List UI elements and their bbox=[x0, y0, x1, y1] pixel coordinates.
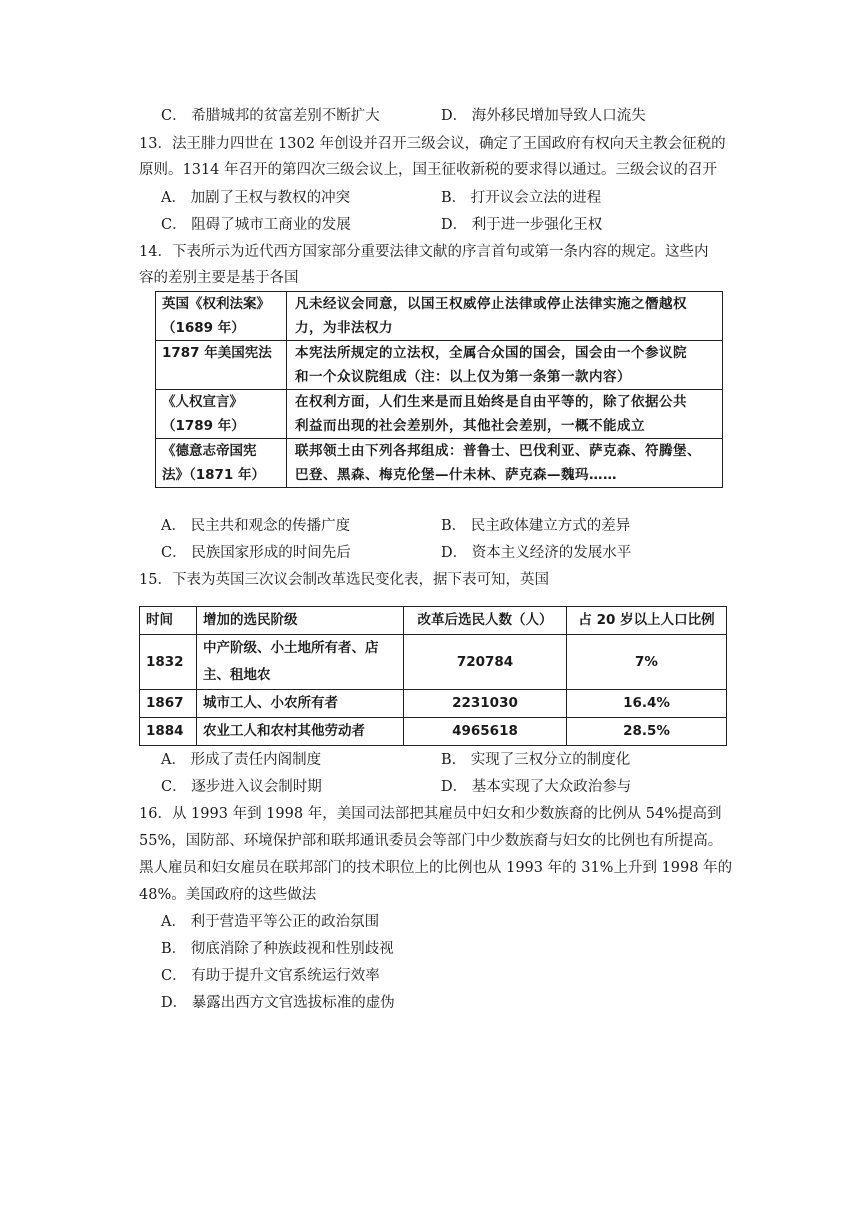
q15-voter-table bbox=[139, 606, 727, 746]
table-cell-document bbox=[156, 439, 287, 488]
table-row bbox=[156, 439, 723, 488]
table-cell-class: 农业工人和农村其他劳动者 bbox=[197, 718, 404, 746]
cell-line: 联邦领土由下列各邦组成：普鲁士、巴伐利亚、萨克森、符腾堡、 bbox=[295, 443, 701, 459]
q14-law-table bbox=[155, 291, 723, 488]
cell-line: 法》（1871 年） bbox=[162, 467, 266, 483]
table-cell-document bbox=[156, 390, 287, 439]
cell-line: （1789 年） bbox=[162, 418, 245, 434]
table-cell-content bbox=[287, 292, 723, 341]
cell-line: 中产阶级、小土地所有者、店 bbox=[203, 640, 379, 656]
q16-option-a: A． 利于营造平等公正的政治氛围 bbox=[161, 914, 380, 930]
table-cell-document bbox=[156, 292, 287, 341]
cell-line: 凡未经议会同意，以国王权威停止法律或停止法律实施之僭越权 bbox=[295, 296, 687, 312]
table-cell-voters: 4965618 bbox=[404, 718, 567, 746]
q12-option-d: D． 海外移民增加导致人口流失 bbox=[441, 108, 646, 124]
table-cell-content bbox=[287, 390, 723, 439]
table-cell-document bbox=[156, 341, 287, 390]
q15-option-b: B． 实现了三权分立的制度化 bbox=[441, 752, 631, 768]
q12-option-c: C． 希腊城邦的贫富差别不断扩大 bbox=[161, 108, 380, 124]
q13-option-a: A． 加剧了王权与教权的冲突 bbox=[161, 190, 351, 206]
q13-option-d: D． 利于进一步强化王权 bbox=[441, 217, 603, 233]
q16-option-d: D． 暴露出西方文官选拔标准的虚伪 bbox=[161, 995, 395, 1011]
table-cell-year: 1867 bbox=[140, 690, 197, 718]
q15-option-a: A． 形成了责任内阁制度 bbox=[161, 752, 322, 768]
table-row bbox=[140, 635, 727, 690]
q14-option-d: D． 资本主义经济的发展水平 bbox=[441, 545, 632, 561]
cell-line: 主、租地农 bbox=[203, 667, 271, 683]
table-header-cell: 时间 bbox=[140, 607, 197, 635]
table-cell-content bbox=[287, 439, 723, 488]
table-cell-class: 城市工人、小农所有者 bbox=[197, 690, 404, 718]
q13-option-c: C． 阻碍了城市工商业的发展 bbox=[161, 217, 351, 233]
table-row bbox=[140, 718, 727, 746]
q14-stem-line2: 容的差别主要是基于各国 bbox=[139, 270, 299, 286]
table-cell-class bbox=[197, 635, 404, 690]
q16-stem-line2: 55%，国防部、环境保护部和联邦通讯委员会等部门中少数族裔与妇女的比例也有所提高。 bbox=[139, 833, 723, 849]
q14-stem-line1: 14．下表所示为近代西方国家部分重要法律文献的序言首句或第一条内容的规定。这些内 bbox=[139, 244, 709, 260]
cell-line: （1689 年） bbox=[162, 320, 245, 336]
table-cell-ratio: 16.4% bbox=[567, 690, 727, 718]
q16-option-b: B． 彻底消除了种族歧视和性别歧视 bbox=[161, 941, 394, 957]
table-header-row bbox=[140, 607, 727, 635]
table-row bbox=[140, 690, 727, 718]
table-cell-ratio: 28.5% bbox=[567, 718, 727, 746]
cell-line: 力，为非法权力 bbox=[295, 320, 393, 336]
q14-option-c: C． 民族国家形成的时间先后 bbox=[161, 545, 351, 561]
cell-line: 1787 年美国宪法 bbox=[162, 345, 272, 361]
table-header-cell: 改革后选民人数（人） bbox=[404, 607, 567, 635]
table-cell-year: 1832 bbox=[140, 635, 197, 690]
cell-line: 和一个众议院组成（注：以上仅为第一条第一款内容） bbox=[295, 369, 631, 385]
q15-option-d: D． 基本实现了大众政治参与 bbox=[441, 779, 632, 795]
q13-stem-line1: 13．法王腓力四世在 1302 年创设并召开三级会议，确定了王国政府有权向天主教会征税的 bbox=[139, 136, 726, 152]
table-cell-year: 1884 bbox=[140, 718, 197, 746]
table-cell-content bbox=[287, 341, 723, 390]
q13-stem-line2: 原则。1314 年召开的第四次三级会议上，国王征收新税的要求得以通过。三级会议的召开 bbox=[139, 162, 718, 178]
q13-option-b: B． 打开议会立法的进程 bbox=[441, 190, 602, 206]
table-cell-voters: 2231030 bbox=[404, 690, 567, 718]
cell-line: 利益而出现的社会差别外，其他社会差别，一概不能成立 bbox=[295, 418, 645, 434]
q15-stem: 15．下表为英国三次议会制改革选民变化表，据下表可知，英国 bbox=[139, 572, 549, 588]
q16-stem-line4: 48%。美国政府的这些做法 bbox=[139, 887, 317, 903]
table-cell-ratio: 7% bbox=[567, 635, 727, 690]
cell-line: 巴登、黑森、梅克伦堡—什未林、萨克森—魏玛…… bbox=[295, 467, 617, 483]
q14-option-a: A． 民主共和观念的传播广度 bbox=[161, 518, 351, 534]
q14-option-b: B． 民主政体建立方式的差异 bbox=[441, 518, 631, 534]
cell-line: 在权利方面，人们生来是而且始终是自由平等的，除了依据公共 bbox=[295, 394, 687, 410]
table-row bbox=[156, 292, 723, 341]
cell-line: 英国《权利法案》 bbox=[162, 296, 270, 312]
q15-option-c: C． 逐步进入议会制时期 bbox=[161, 779, 322, 795]
q16-option-c: C． 有助于提升文官系统运行效率 bbox=[161, 968, 380, 984]
table-header-cell: 占 20 岁以上人口比例 bbox=[567, 607, 727, 635]
table-row bbox=[156, 341, 723, 390]
q16-stem-line1: 16．从 1993 年到 1998 年，美国司法部把其雇员中妇女和少数族裔的比例从 54%提高到 bbox=[139, 806, 722, 822]
cell-line: 本宪法所规定的立法权，全属合众国的国会，国会由一个参议院 bbox=[295, 345, 687, 361]
table-row bbox=[156, 390, 723, 439]
table-header-cell: 增加的选民阶级 bbox=[197, 607, 404, 635]
q16-stem-line3: 黑人雇员和妇女雇员在联邦部门的技术职位上的比例也从 1993 年的 31%上升到 1998 年的 bbox=[139, 860, 733, 876]
cell-line: 《德意志帝国宪 bbox=[162, 443, 257, 459]
cell-line: 《人权宣言》 bbox=[162, 394, 243, 410]
table-cell-voters: 720784 bbox=[404, 635, 567, 690]
